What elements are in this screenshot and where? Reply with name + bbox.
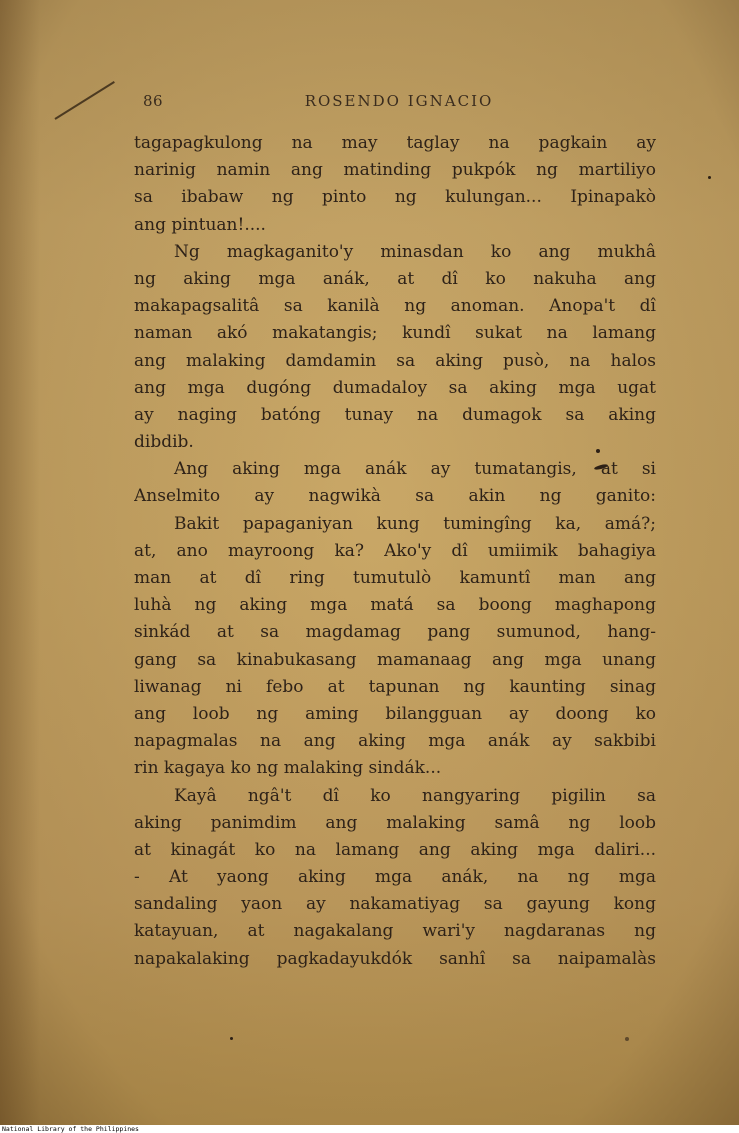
text-line: ang loob ng aming bilangguan ay doong ko	[134, 703, 656, 724]
text-line: narinig namin ang matinding pukpók ng martiliyo	[134, 160, 656, 181]
text-line: katayuan, at nagakalang wari'y nagdaranas ng	[134, 921, 656, 942]
page-header	[143, 92, 655, 114]
text-line: ng aking mga anák, at dî ko nakuha ang	[134, 268, 656, 289]
text-line: liwanag ni febo at tapunan ng kaunting sinag	[134, 676, 656, 697]
page-number: 86	[143, 92, 164, 110]
ink-speck	[625, 1037, 629, 1041]
body-text	[134, 130, 656, 973]
text-line: Ang aking mga anák ay tumatangis, at si	[174, 459, 656, 480]
text-line: sinkád at sa magdamag pang sumunod, hang-	[134, 622, 656, 643]
ink-speck	[230, 1037, 233, 1040]
text-line: ang mga dugóng dumadaloy sa aking mga ugat	[134, 377, 656, 398]
text-line: ang pintuan!....	[134, 214, 266, 235]
text-line: Kayâ ngâ't dî ko nangyaring pigilin sa	[174, 785, 656, 806]
text-line: luhà ng aking mga matá sa boong maghapong	[134, 595, 656, 616]
text-line: at kinagát ko na lamang ang aking mga daliri...	[134, 839, 656, 860]
ink-speck	[708, 176, 711, 179]
text-line: sa ibabaw ng pinto ng kulungan... Ipinapakò	[134, 187, 656, 208]
ink-stroke-mark	[54, 81, 114, 120]
page-shadow	[0, 0, 40, 1125]
text-line: man at dî ring tumutulò kamuntî man ang	[134, 568, 656, 588]
text-line: naman akó makatangis; kundî sukat na lamang	[134, 323, 656, 344]
text-line: aking panimdim ang malaking samâ ng loob	[134, 812, 656, 833]
text-line: Anselmito ay nagwikà sa akin ng ganito:	[134, 486, 656, 507]
text-line: rin kagaya ko ng malaking sindák...	[134, 758, 442, 779]
running-title: ROSENDO IGNACIO	[304, 92, 494, 110]
text-line: napagmalas na ang aking mga anák ay sakbibi	[134, 731, 656, 752]
text-line: - At yaong aking mga anák, na ng mga	[134, 867, 656, 888]
text-line: dibdib.	[134, 432, 194, 453]
text-line: at, ano mayroong ka? Ako'y dî umiimik bahagiya	[134, 540, 656, 561]
library-credit: National Library of the Philippines	[2, 1125, 139, 1133]
text-line: Ng magkaganito'y minasdan ko ang mukhâ	[174, 241, 656, 262]
text-line: napakalaking pagkadayukdók sanhî sa naipamalàs	[134, 948, 656, 969]
text-line: ang malaking damdamin sa aking pusò, na halos	[134, 350, 656, 371]
text-line: Bakit papaganiyan kung tumingîng ka, amá?;	[174, 513, 656, 534]
text-line: ay naging batóng tunay na dumagok sa aking	[134, 404, 656, 425]
text-line: sandaling yaon ay nakamatiyag sa gayung kong	[134, 894, 656, 915]
text-line: gang sa kinabukasang mamanaag ang mga unang	[134, 649, 656, 670]
text-line: makapagsalitâ sa kanilà ng anoman. Anopa't dî	[134, 296, 656, 317]
text-line: tagapagkulong na may taglay na pagkain ay	[134, 133, 656, 153]
